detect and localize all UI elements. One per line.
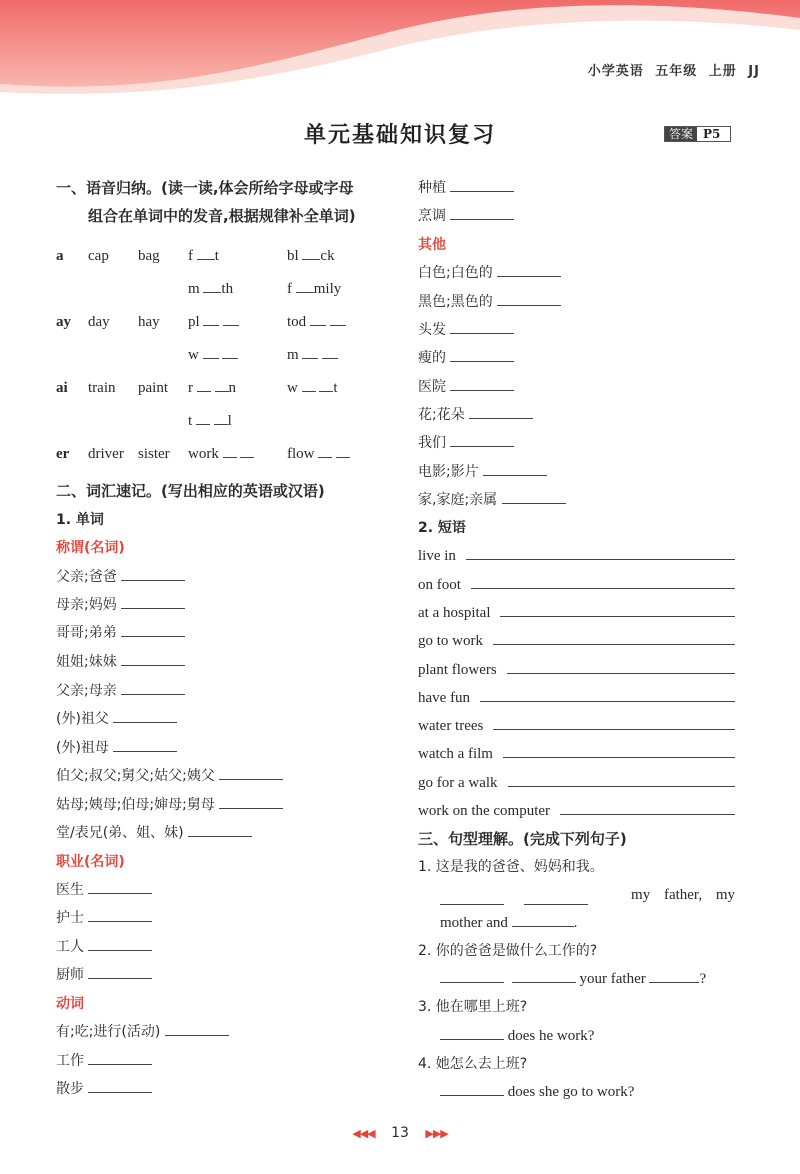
blank[interactable] [203, 279, 221, 293]
next-arrows-icon[interactable]: ▶▶▶ [425, 1127, 448, 1140]
blank[interactable] [336, 444, 350, 458]
blank[interactable] [296, 279, 314, 293]
blank[interactable] [222, 345, 238, 359]
fill-word: tod [287, 312, 346, 332]
prev-arrows-icon[interactable]: ◀◀◀ [352, 1127, 375, 1140]
answer-blank[interactable] [497, 263, 561, 277]
blank[interactable] [223, 312, 239, 326]
blank[interactable] [240, 444, 254, 458]
fill-word: m [287, 345, 338, 365]
answer-blank[interactable] [503, 744, 735, 758]
blank[interactable] [302, 378, 316, 392]
page-footer [0, 1125, 800, 1141]
vocab-item: 厨师 [56, 965, 152, 985]
vocab-item: 堂/表兄(弟、姐、妹) [56, 823, 252, 843]
section2-heading: 二、词汇速记。(写出相应的英语或汉语) [56, 482, 325, 500]
vocab-item: 医院 [418, 377, 514, 397]
vocab-item: 电影;影片 [418, 462, 547, 482]
answer-blank[interactable] [493, 631, 735, 645]
category-jobs: 职业(名词) [56, 854, 125, 870]
vocab-item: 白色;白色的 [418, 263, 561, 283]
answer-blank[interactable] [471, 575, 735, 589]
vocab-item: 哥哥;弟弟 [56, 623, 185, 643]
example-word: cap [88, 248, 109, 264]
vocab-item: 黑色;黑色的 [418, 292, 561, 312]
answer-blank[interactable] [512, 913, 574, 927]
blank[interactable] [197, 378, 211, 392]
answer-blank[interactable] [497, 292, 561, 306]
example-word: bag [138, 248, 160, 264]
letter-label: er [56, 446, 70, 462]
answer-blank[interactable] [450, 348, 514, 362]
question-4: 4. 她怎么去上班? [418, 1056, 528, 1072]
answer-blank[interactable] [88, 1051, 152, 1065]
answer-blank[interactable] [88, 1079, 152, 1093]
letter-label: a [56, 248, 64, 264]
answer-blank[interactable] [188, 823, 252, 837]
answer-blank[interactable] [450, 377, 514, 391]
answer-blank[interactable] [483, 462, 547, 476]
header-banner [0, 0, 800, 100]
answer-line: your father ? [440, 969, 706, 989]
blank[interactable] [318, 444, 332, 458]
answer-blank[interactable] [113, 738, 177, 752]
example-word: hay [138, 314, 160, 330]
vocab-item: 姐姐;妹妹 [56, 652, 185, 672]
answer-label: 答案 [665, 127, 697, 141]
vocab-item: 有;吃;进行(活动) [56, 1022, 229, 1042]
section1-heading: 一、语音归纳。(读一读,体会所给字母或字母 [56, 179, 354, 197]
fill-word: r n [188, 380, 236, 396]
example-word: driver [88, 446, 124, 462]
answer-blank[interactable] [466, 546, 735, 560]
phrase-item: water trees [418, 716, 735, 736]
answer-blank[interactable] [121, 652, 185, 666]
answer-blank[interactable] [88, 965, 152, 979]
category-verbs: 动词 [56, 996, 84, 1012]
answer-blank[interactable] [480, 688, 735, 702]
category-other: 其他 [418, 237, 446, 253]
answer-blank[interactable] [450, 433, 514, 447]
answer-blank[interactable] [649, 969, 699, 983]
phrase-item: work on the computer [418, 801, 735, 821]
example-word: paint [138, 380, 168, 396]
letter-label: ay [56, 314, 71, 330]
vocab-item: 工人 [56, 937, 152, 957]
answer-tag[interactable] [664, 126, 731, 142]
answer-line: does he work? [440, 1026, 594, 1046]
answer-line: my father, my [440, 885, 735, 905]
question-2: 2. 你的爸爸是做什么工作的? [418, 943, 598, 959]
answer-blank[interactable] [440, 969, 504, 983]
answer-blank[interactable] [121, 623, 185, 637]
letter-label: ai [56, 380, 68, 396]
vocab-item: 头发 [418, 320, 514, 340]
vocab-item: 瘦的 [418, 348, 514, 368]
answer-blank[interactable] [450, 178, 514, 192]
blank[interactable] [302, 345, 318, 359]
answer-blank[interactable] [113, 709, 177, 723]
blank[interactable] [330, 312, 346, 326]
blank[interactable] [203, 345, 219, 359]
vocab-item: 花;花朵 [418, 405, 533, 425]
example-word: train [88, 380, 116, 396]
blank[interactable] [302, 246, 320, 260]
page-number: 13 [391, 1125, 409, 1141]
answer-blank[interactable] [450, 320, 514, 334]
vocab-item: 医生 [56, 880, 152, 900]
vocab-item: (外)祖母 [56, 738, 177, 758]
answer-blank[interactable] [502, 490, 566, 504]
blank[interactable] [215, 378, 229, 392]
phrase-item: on foot [418, 575, 735, 595]
answer-blank[interactable] [88, 908, 152, 922]
answer-blank[interactable] [165, 1022, 229, 1036]
fill-word: w t [287, 380, 338, 396]
vocab-item: 种植 [418, 178, 514, 198]
vocab-item: 父亲;母亲 [56, 681, 185, 701]
blank[interactable] [319, 378, 333, 392]
blank[interactable] [196, 411, 210, 425]
vocab-item: 母亲;妈妈 [56, 595, 185, 615]
fill-word: w [188, 345, 238, 365]
answer-blank[interactable] [88, 880, 152, 894]
fill-word: f mily [287, 281, 342, 297]
fill-word: pl [188, 312, 239, 332]
fill-word: f t [188, 248, 219, 264]
answer-line: does she go to work? [440, 1082, 634, 1102]
phrase-item: have fun [418, 688, 735, 708]
answer-blank[interactable] [121, 567, 185, 581]
answer-blank[interactable] [121, 595, 185, 609]
phrase-item: go for a walk [418, 773, 735, 793]
section1-heading-cont: 组合在单词中的发音,根据规律补全单词) [88, 207, 356, 225]
words-subheading: 1. 单词 [56, 512, 104, 528]
example-word: sister [138, 446, 170, 462]
answer-blank[interactable] [507, 660, 735, 674]
question-1: 1. 这是我的爸爸、妈妈和我。 [418, 859, 604, 875]
answer-blank[interactable] [508, 773, 735, 787]
vocab-item: 父亲;爸爸 [56, 567, 185, 587]
fill-word: bl ck [287, 248, 335, 264]
answer-page: P5 [697, 127, 730, 141]
phrase-item: live in [418, 546, 735, 566]
fill-word: flow [287, 444, 350, 464]
category-titles: 称谓(名词) [56, 540, 125, 556]
vocab-item: 姑母;姨母;伯母;婶母;舅母 [56, 795, 283, 815]
answer-blank[interactable] [440, 1026, 504, 1040]
fill-word: t l [188, 413, 232, 429]
question-3: 3. 他在哪里上班? [418, 999, 528, 1015]
vocab-item: 我们 [418, 433, 514, 453]
blank[interactable] [322, 345, 338, 359]
answer-blank[interactable] [440, 1082, 504, 1096]
phrase-item: go to work [418, 631, 735, 651]
page-title: 单元基础知识复习 [303, 123, 496, 148]
answer-blank[interactable] [121, 681, 185, 695]
answer-blank[interactable] [512, 969, 576, 983]
blank[interactable] [310, 312, 326, 326]
answer-blank[interactable] [524, 891, 588, 905]
fill-word: m th [188, 281, 234, 297]
answer-blank[interactable] [440, 891, 504, 905]
blank[interactable] [214, 411, 228, 425]
example-word: day [88, 314, 110, 330]
phrases-subheading: 2. 短语 [418, 520, 466, 536]
answer-blank[interactable] [219, 795, 283, 809]
vocab-item: 护士 [56, 908, 152, 928]
fill-word: work [188, 444, 254, 464]
book-info: 小学英语 五年级 上册 JJ [587, 64, 760, 79]
blank[interactable] [223, 444, 237, 458]
answer-blank[interactable] [469, 405, 533, 419]
vocab-item: 散步 [56, 1079, 152, 1099]
vocab-item: (外)祖父 [56, 709, 177, 729]
phrase-item: watch a film [418, 744, 735, 764]
answer-blank[interactable] [560, 801, 735, 815]
answer-blank[interactable] [500, 603, 735, 617]
answer-blank[interactable] [450, 206, 514, 220]
answer-blank[interactable] [88, 937, 152, 951]
answer-blank[interactable] [493, 716, 735, 730]
phrase-item: at a hospital [418, 603, 735, 623]
vocab-item: 伯父;叔父;舅父;姑父;姨父 [56, 766, 283, 786]
vocab-item: 烹调 [418, 206, 514, 226]
blank[interactable] [203, 312, 219, 326]
blank[interactable] [197, 246, 215, 260]
phrase-item: plant flowers [418, 660, 735, 680]
vocab-item: 家,家庭;亲属 [418, 490, 566, 510]
answer-blank[interactable] [219, 766, 283, 780]
section3-heading: 三、句型理解。(完成下列句子) [418, 830, 627, 848]
answer-line: mother and . [440, 915, 578, 931]
vocab-item: 工作 [56, 1051, 152, 1071]
